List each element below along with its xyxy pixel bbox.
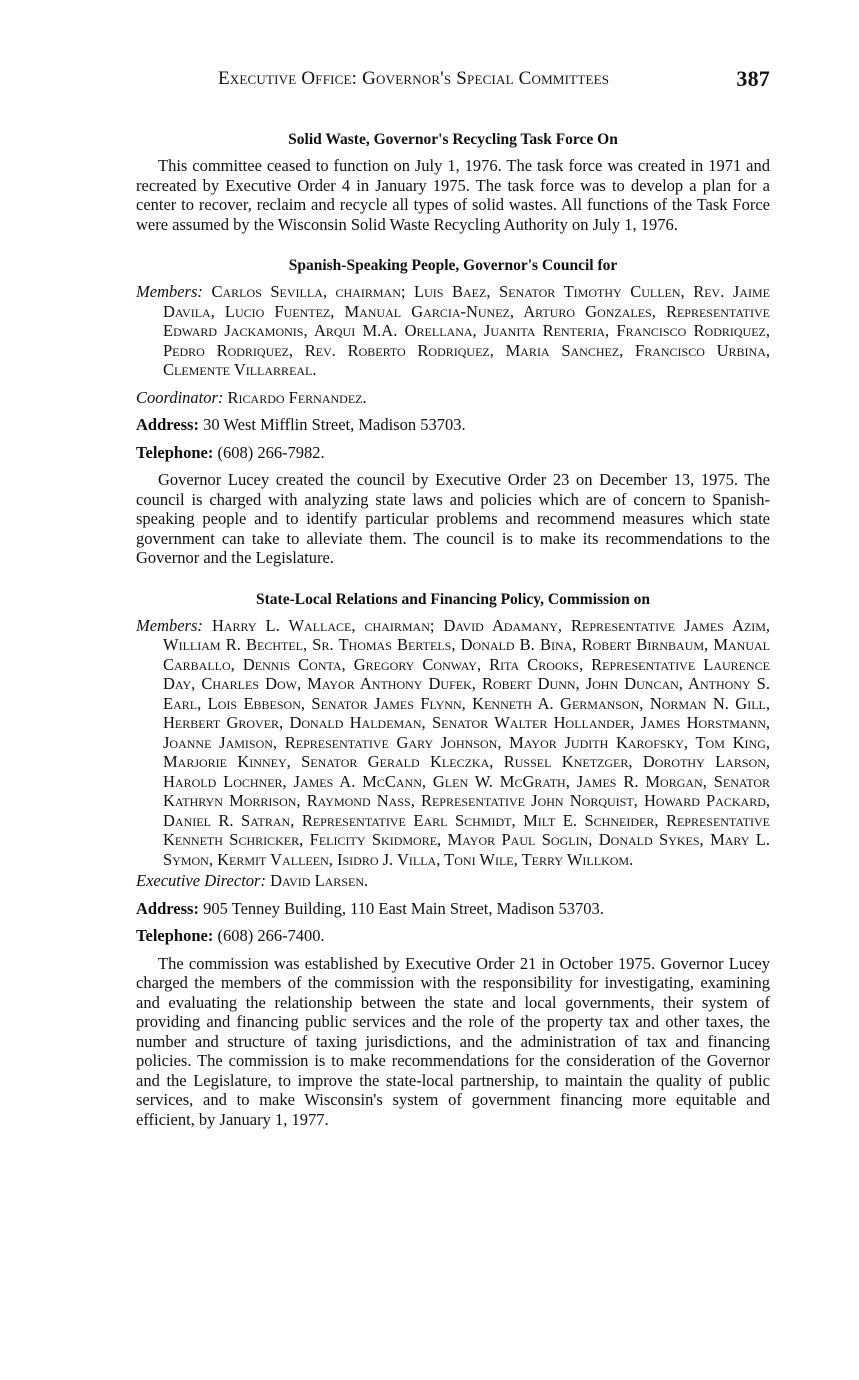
members-names: Harry L. Wallace, chairman; David Adamany, Representative James Azim, William R. Bechtel, Sr. Thomas Bertels, Donald B. Bina, Robert Birnbaum, Manual Carballo, Dennis Conta, Gregory Conway, Rita Crooks, Representative Laurence Day, Charles Dow, Mayor Anthony Dufek, Robert Dunn, John Duncan, Anthony S. Earl, Lois Ebbeson, Senator James Flynn, Kenneth A. Germanson, Norman N. Gill, Herbert Grover, Donald Haldeman, Senator Walter Hollander, James Horstmann, Joanne Jamison, Representative Gary Johnson, Mayor Judith Karofsky, Tom King, Marjorie Kinney, Senator Gerald Kleczka, Russel Knetzger, Dorothy Larson, Harold Lochner, James A. McCann, Glen W. McGrath, James R. Morgan, Senator Kathryn Morrison, Raymond Nass, Representative John Norquist, Howard Packard, Daniel R. Satran, Representative Earl Schmidt, Milt E. Schneider, Representative Kenneth Schricker, Felicity Skidmore, Mayor Paul Soglin, Donald Sykes, Mary L. Symon, Kermit Valleen, Isidro J. Villa, Toni Wile, Terry Willkom. — [163, 615, 770, 869]
address-label: Address: — [136, 898, 199, 918]
section-body: Governor Lucey created the council by Executive Order 23 on December 13, 1975. The council is charged with analyzing state laws and policies which are of concern to Spanish-speaking people and to identify particular problems and recommend measures which state government can take to alleviate them. The council is to make its recommendations to the Governor and the Legislature. — [136, 470, 770, 567]
coordinator-line — [136, 388, 770, 408]
section-heading: Spanish-Speaking People, Governor's Council for — [288, 257, 618, 274]
section-state-local — [136, 590, 770, 1130]
section-solid-waste — [136, 130, 770, 234]
address-line — [136, 899, 770, 919]
telephone-line — [136, 443, 770, 463]
members-list — [136, 616, 770, 870]
telephone-label: Telephone: — [136, 442, 214, 462]
coordinator-name: Ricardo Fernandez. — [227, 387, 367, 407]
section-heading: State-Local Relations and Financing Policy, Commission on — [256, 590, 650, 608]
telephone-value: (608) 266-7400. — [217, 926, 325, 945]
members-list — [136, 282, 770, 380]
director-label: Executive Director: — [136, 871, 266, 890]
telephone-label: Telephone: — [136, 926, 214, 945]
members-names: Carlos Sevilla, chairman; Luis Baez, Senator Timothy Cullen, Rev. Jaime Davila, Lucio Fuentez, Manual Garcia-Nunez, Arturo Gonzales, Representative Edward Jackamonis, Arqui M.A. Orellana, Juanita Renteria, Francisco Rodriquez, Pedro Rodriquez, Rev. Roberto Rodriquez, Maria Sanchez, Francisco Urbina, Clemente Villarreal. — [163, 282, 770, 379]
address-label: Address: — [136, 415, 199, 434]
telephone-value: (608) 266-7982. — [217, 442, 325, 462]
coordinator-label: Coordinator: — [136, 387, 224, 407]
members-label: Members: — [136, 615, 203, 635]
members-label: Members: — [136, 282, 203, 301]
page-number: 387 — [736, 66, 770, 91]
section-spanish-speaking — [136, 256, 770, 568]
section-heading: Solid Waste, Governor's Recycling Task Force On — [288, 131, 618, 148]
running-head — [218, 66, 770, 96]
section-body: The commission was established by Executive Order 21 in October 1975. Governor Lucey charged the members of the commission with the responsibility for investigating, examining and evaluating the relationship between the state and local governments, their system of providing and financing public services and the role of the property tax and other taxes, the number and structure of taxing jurisdictions, and the administration of tax and financing policies. The commission is to make recommendations for the consideration of the Governor and the Legislature, to improve the state-local partnership, to maintain the quality of public services, and to make Wisconsin's system of government financing more equitable and efficient, by January 1, 1977. — [136, 953, 770, 1129]
telephone-line — [136, 926, 770, 946]
address-value: 905 Tenney Building, 110 East Main Street, Madison 53703. — [203, 898, 604, 918]
section-body: This committee ceased to function on July 1, 1976. The task force was created in 1971 and recreated by Executive Order 4 in January 1975. The task force was to develop a plan for a center to recover, reclaim and recycle all types of solid wastes. All functions of the Task Force were assumed by the Wisconsin Solid Waste Recycling Authority on July 1, 1976. — [136, 156, 770, 234]
page-content — [136, 130, 770, 1151]
address-value: 30 West Mifflin Street, Madison 53703. — [203, 415, 466, 434]
address-line — [136, 415, 770, 435]
director-line — [136, 871, 770, 891]
director-name: David Larsen. — [270, 871, 369, 890]
running-head-title: Executive Office: Governor's Special Committees — [218, 68, 610, 89]
